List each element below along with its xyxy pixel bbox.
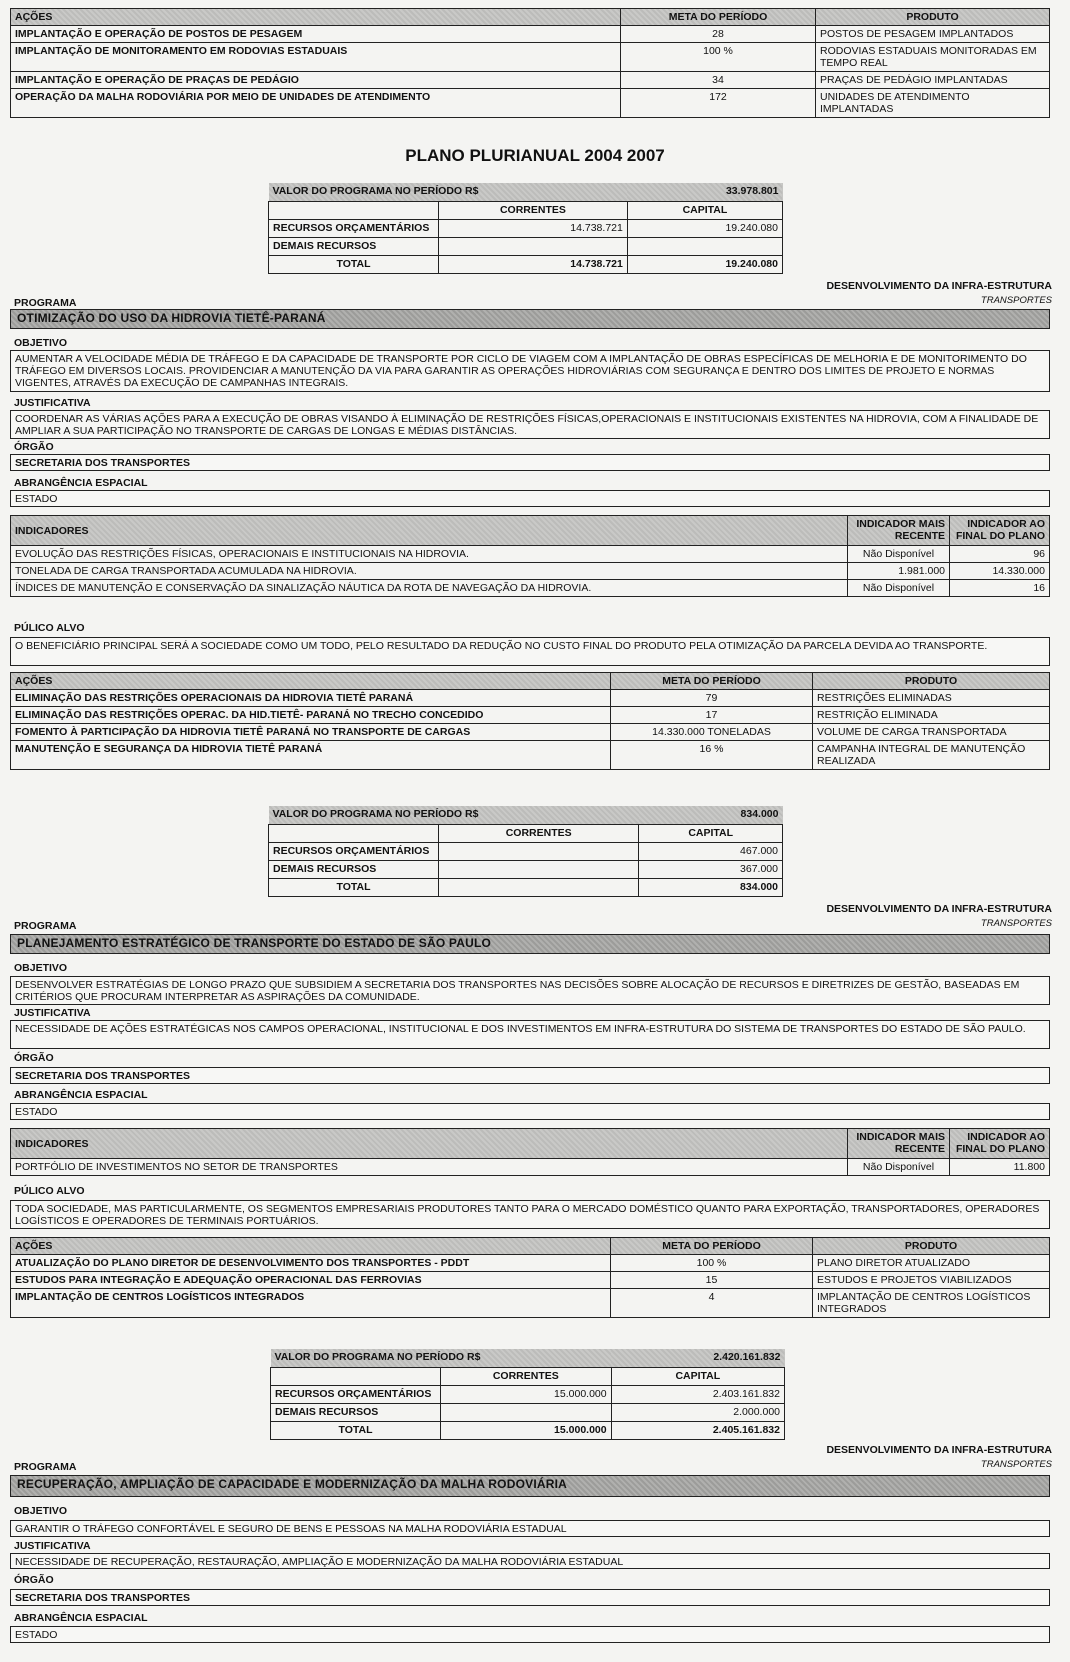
abrangencia-label: ABRANGÊNCIA ESPACIAL bbox=[14, 477, 148, 489]
orgao-label: ÓRGÃO bbox=[14, 1052, 54, 1064]
programa-title: PLANEJAMENTO ESTRATÉGICO DE TRANSPORTE DO ESTADO DE SÃO PAULO bbox=[10, 934, 1050, 954]
objetivo-label: OBJETIVO bbox=[14, 1505, 68, 1517]
subarea-label: TRANSPORTES bbox=[980, 1459, 1052, 1470]
valor-table-3: VALOR DO PROGRAMA NO PERÍODO R$ 2.420.161.832 CORRENTES CAPITAL RECURSOS ORÇAMENTÁRIOS 15.000.000 2.403.161.832 DEMAIS RECURSOS 2.000.000 TOTAL 15.000.000 2.405.161.832 bbox=[270, 1349, 785, 1440]
table-row: IMPLANTAÇÃO E OPERAÇÃO DE POSTOS DE PESAGEM 28 POSTOS DE PESAGEM IMPLANTADOS bbox=[11, 26, 1050, 43]
header-produto: PRODUTO bbox=[816, 9, 1050, 26]
objetivo-text: AUMENTAR A VELOCIDADE MÉDIA DE TRÁFEGO E DA CAPACIDADE DE TRANSPORTE POR CICLO DE VIAGEM COM A IMPLANTAÇÃO DE OBRAS ESPECÍFICAS DE MELHORIA E DE MONITORIMENTO DO TRÁFEGO EM DIVERSOS LOCAIS. PROVIDENCIAR A MANUTENÇÃO DA VIA PARA GARANTIR AS OPERAÇÕES HIDROVIÁRIAS COM SEGURANÇA E DENTRO DOS LIMITES DE PROJETO E NORMAS VIGENTES, ATRAVÉS DA EXECUÇÃO DE CAMPANHAS INTEGRAIS. bbox=[10, 350, 1050, 392]
valor-total: 834.000 bbox=[639, 806, 783, 824]
table-row: ELIMINAÇÃO DAS RESTRIÇÕES OPERAC. DA HID.TIETÊ- PARANÁ NO TRECHO CONCEDIDO 17 RESTRIÇÃO ELIMINADA bbox=[11, 707, 1050, 724]
valor-table-2: VALOR DO PROGRAMA NO PERÍODO R$ 834.000 CORRENTES CAPITAL RECURSOS ORÇAMENTÁRIOS 467.000 DEMAIS RECURSOS 367.000 TOTAL 834.000 bbox=[268, 806, 783, 897]
valor-table-1: VALOR DO PROGRAMA NO PERÍODO R$ 33.978.801 CORRENTES CAPITAL RECURSOS ORÇAMENTÁRIOS 14.738.721 19.240.080 DEMAIS RECURSOS TOTAL 14.738.721 19.240.080 bbox=[268, 183, 783, 274]
table-row: ÍNDICES DE MANUTENÇÃO E CONSERVAÇÃO DA SINALIZAÇÃO NÁUTICA DA ROTA DE NAVEGAÇÃO DA HIDROVIA. Não Disponível 16 bbox=[11, 580, 1050, 597]
justificativa-label: JUSTIFICATIVA bbox=[14, 397, 91, 409]
justificativa-text: COORDENAR AS VÁRIAS AÇÕES PARA A EXECUÇÃO DE OBRAS VISANDO À ELIMINAÇÃO DE RESTRIÇÕES FÍSICAS,OPERACIONAIS E INSTITUCIONAIS EXISTENTES NA HIDROVIA, COM A FINALIDADE DE AMPLIAR A SUA PARTICIPAÇÃO NO TRANSPORTE DE CARGAS DE LONGAS E MÉDIAS DISTÂNCIAS. bbox=[10, 410, 1050, 439]
indicadores-table-1: INDICADORES INDICADOR MAIS RECENTE INDICADOR AO FINAL DO PLANO EVOLUÇÃO DAS RESTRIÇÕES FÍSICAS, OPERACIONAIS E INSTITUCIONAIS NA HIDROVIA. Não Disponível 96 TONELADA DE CARGA TRANSPORTADA ACUMULADA NA HIDROVIA. 1.981.000 14.330.000 ÍNDICES DE MANUTENÇÃO E CONSERVAÇÃO DA SINALIZAÇÃO NÁUTICA DA ROTA DE NAVEGAÇÃO DA HIDROVIA. Não Disponível 16 bbox=[10, 515, 1050, 597]
acoes-table-1: AÇÕES META DO PERÍODO PRODUTO ELIMINAÇÃO DAS RESTRIÇÕES OPERACIONAIS DA HIDROVIA TIETÊ PARANÁ 79 RESTRIÇÕES ELIMINADAS ELIMINAÇÃO DAS RESTRIÇÕES OPERAC. DA HID.TIETÊ- PARANÁ NO TRECHO CONCEDIDO 17 RESTRIÇÃO ELIMINADA FOMENTO À PARTICIPAÇÃO DA HIDROVIA TIETÊ PARANÁ NO TRANSPORTE DE CARGAS 14.330.000 TONELADAS VOLUME DE CARGA TRANSPORTADA MANUTENÇÃO E SEGURANÇA DA HIDROVIA TIETÊ PARANÁ 16 % CAMPANHA INTEGRAL DE MANUTENÇÃO REALIZADA bbox=[10, 672, 1050, 770]
table-row: ELIMINAÇÃO DAS RESTRIÇÕES OPERACIONAIS DA HIDROVIA TIETÊ PARANÁ 79 RESTRIÇÕES ELIMINADAS bbox=[11, 690, 1050, 707]
table-row: OPERAÇÃO DA MALHA RODOVIÁRIA POR MEIO DE UNIDADES DE ATENDIMENTO 172 UNIDADES DE ATENDIMENTO IMPLANTADAS bbox=[11, 89, 1050, 118]
table-row: ATUALIZAÇÃO DO PLANO DIRETOR DE DESENVOLVIMENTO DOS TRANSPORTES - PDDT 100 % PLANO DIRETOR ATUALIZADO bbox=[11, 1255, 1050, 1272]
table-row: IMPLANTAÇÃO DE CENTROS LOGÍSTICOS INTEGRADOS 4 IMPLANTAÇÃO DE CENTROS LOGÍSTICOS INTEGRADOS bbox=[11, 1289, 1050, 1318]
programa-label: PROGRAMA bbox=[14, 297, 77, 309]
valor-label: VALOR DO PROGRAMA NO PERÍODO R$ bbox=[269, 183, 628, 201]
publico-label: PÚLICO ALVO bbox=[14, 622, 85, 634]
programa-title: OTIMIZAÇÃO DO USO DA HIDROVIA TIETÊ-PARANÁ bbox=[10, 309, 1050, 329]
table-row: FOMENTO À PARTICIPAÇÃO DA HIDROVIA TIETÊ PARANÁ NO TRANSPORTE DE CARGAS 14.330.000 TONELADAS VOLUME DE CARGA TRANSPORTADA bbox=[11, 724, 1050, 741]
valor-total: 33.978.801 bbox=[627, 183, 782, 201]
orgao-text: SECRETARIA DOS TRANSPORTES bbox=[10, 454, 1050, 471]
table-row: IMPLANTAÇÃO E OPERAÇÃO DE PRAÇAS DE PEDÁGIO 34 PRAÇAS DE PEDÁGIO IMPLANTADAS bbox=[11, 72, 1050, 89]
area-label: DESENVOLVIMENTO DA INFRA-ESTRUTURA bbox=[826, 280, 1052, 292]
table-row: PORTFÓLIO DE INVESTIMENTOS NO SETOR DE TRANSPORTES Não Disponível 11.800 bbox=[11, 1159, 1050, 1176]
orgao-label: ÓRGÃO bbox=[14, 1574, 54, 1586]
table-row: MANUTENÇÃO E SEGURANÇA DA HIDROVIA TIETÊ PARANÁ 16 % CAMPANHA INTEGRAL DE MANUTENÇÃO REALIZADA bbox=[11, 741, 1050, 770]
document-title: PLANO PLURIANUAL 2004 2007 bbox=[405, 146, 665, 165]
objetivo-text: DESENVOLVER ESTRATÉGIAS DE LONGO PRAZO QUE SUBSIDIEM A SECRETARIA DOS TRANSPORTES NAS DECISÕES SOBRE ALOCAÇÃO DE RECURSOS E DIRETRIZES DE GESTÃO, BASEADAS EM CRITÉRIOS QUE PROCURAM INTERPRETAR AS ASPIRAÇÕES DA COMUNIDADE. bbox=[10, 976, 1050, 1005]
table-row: EVOLUÇÃO DAS RESTRIÇÕES FÍSICAS, OPERACIONAIS E INSTITUCIONAIS NA HIDROVIA. Não Disponível 96 bbox=[11, 546, 1050, 563]
justificativa-text: NECESSIDADE DE RECUPERAÇÃO, RESTAURAÇÃO, AMPLIAÇÃO E MODERNIZAÇÃO DA MALHA RODOVIÁRIA ESTADUAL bbox=[10, 1553, 1050, 1569]
top-actions-table bbox=[10, 8, 1050, 118]
indicadores-table-2: INDICADORES INDICADOR MAIS RECENTE INDICADOR AO FINAL DO PLANO PORTFÓLIO DE INVESTIMENTOS NO SETOR DE TRANSPORTES Não Disponível 11.800 bbox=[10, 1128, 1050, 1176]
table-row: TONELADA DE CARGA TRANSPORTADA ACUMULADA NA HIDROVIA. 1.981.000 14.330.000 bbox=[11, 563, 1050, 580]
justificativa-text: NECESSIDADE DE AÇÕES ESTRATÉGICAS NOS CAMPOS OPERACIONAL, INSTITUCIONAL E DOS INVESTIMENTOS EM INFRA-ESTRUTURA DO SISTEMA DE TRANSPORTES DO ESTADO DE SÃO PAULO. bbox=[10, 1020, 1050, 1049]
subarea-label: TRANSPORTES bbox=[980, 295, 1052, 306]
objetivo-text: GARANTIR O TRÁFEGO CONFORTÁVEL E SEGURO DE BENS E PESSOAS NA MALHA RODOVIÁRIA ESTADUAL bbox=[10, 1520, 1050, 1537]
abrangencia-label: ABRANGÊNCIA ESPACIAL bbox=[14, 1089, 148, 1101]
orgao-text: SECRETARIA DOS TRANSPORTES bbox=[10, 1589, 1050, 1606]
publico-label: PÚLICO ALVO bbox=[14, 1185, 85, 1197]
programa-label: PROGRAMA bbox=[14, 1461, 77, 1473]
header-meta: META DO PERÍODO bbox=[621, 9, 816, 26]
abrangencia-text: ESTADO bbox=[10, 1103, 1050, 1120]
area-label: DESENVOLVIMENTO DA INFRA-ESTRUTURA bbox=[826, 903, 1052, 915]
publico-text: O BENEFICIÁRIO PRINCIPAL SERÁ A SOCIEDADE COMO UM TODO, PELO RESULTADO DA REDUÇÃO NO CUSTO FINAL DO PRODUTO PELA OTIMIZAÇÃO DA PARCELA DEVIDA AO TRANSPORTE. bbox=[10, 637, 1050, 666]
objetivo-label: OBJETIVO bbox=[14, 337, 68, 349]
programa-title: RECUPERAÇÃO, AMPLIAÇÃO DE CAPACIDADE E MODERNIZAÇÃO DA MALHA RODOVIÁRIA bbox=[10, 1475, 1050, 1497]
abrangencia-text: ESTADO bbox=[10, 490, 1050, 507]
header-acoes: AÇÕES bbox=[11, 9, 621, 26]
programa-label: PROGRAMA bbox=[14, 920, 77, 932]
subarea-label: TRANSPORTES bbox=[980, 918, 1052, 929]
table-row: IMPLANTAÇÃO DE MONITORAMENTO EM RODOVIAS ESTADUAIS 100 % RODOVIAS ESTADUAIS MONITORADAS EM TEMPO REAL bbox=[11, 43, 1050, 72]
orgao-label: ÓRGÃO bbox=[14, 441, 54, 453]
acoes-table-2: AÇÕES META DO PERÍODO PRODUTO ATUALIZAÇÃO DO PLANO DIRETOR DE DESENVOLVIMENTO DOS TRANSPORTES - PDDT 100 % PLANO DIRETOR ATUALIZADO ESTUDOS PARA INTEGRAÇÃO E ADEQUAÇÃO OPERACIONAL DAS FERROVIAS 15 ESTUDOS E PROJETOS VIABILIZADOS IMPLANTAÇÃO DE CENTROS LOGÍSTICOS INTEGRADOS 4 IMPLANTAÇÃO DE CENTROS LOGÍSTICOS INTEGRADOS bbox=[10, 1237, 1050, 1318]
orgao-text: SECRETARIA DOS TRANSPORTES bbox=[10, 1067, 1050, 1084]
justificativa-label: JUSTIFICATIVA bbox=[14, 1007, 91, 1019]
abrangencia-label: ABRANGÊNCIA ESPACIAL bbox=[14, 1612, 148, 1624]
area-label: DESENVOLVIMENTO DA INFRA-ESTRUTURA bbox=[826, 1444, 1052, 1456]
justificativa-label: JUSTIFICATIVA bbox=[14, 1540, 91, 1552]
objetivo-label: OBJETIVO bbox=[14, 962, 68, 974]
abrangencia-text: ESTADO bbox=[10, 1626, 1050, 1643]
table-row: ESTUDOS PARA INTEGRAÇÃO E ADEQUAÇÃO OPERACIONAL DAS FERROVIAS 15 ESTUDOS E PROJETOS VIABILIZADOS bbox=[11, 1272, 1050, 1289]
valor-total: 2.420.161.832 bbox=[611, 1349, 784, 1367]
publico-text: TODA SOCIEDADE, MAS PARTICULARMENTE, OS SEGMENTOS EMPRESARIAIS PRODUTORES TANTO PARA O MERCADO DOMÉSTICO QUANTO PARA EXPORTAÇÃO, TRANSPORTADORES, OPERADORES LOGÍSTICOS E OPERADORES DE TERMINAIS PORTUÁRIOS. bbox=[10, 1200, 1050, 1229]
